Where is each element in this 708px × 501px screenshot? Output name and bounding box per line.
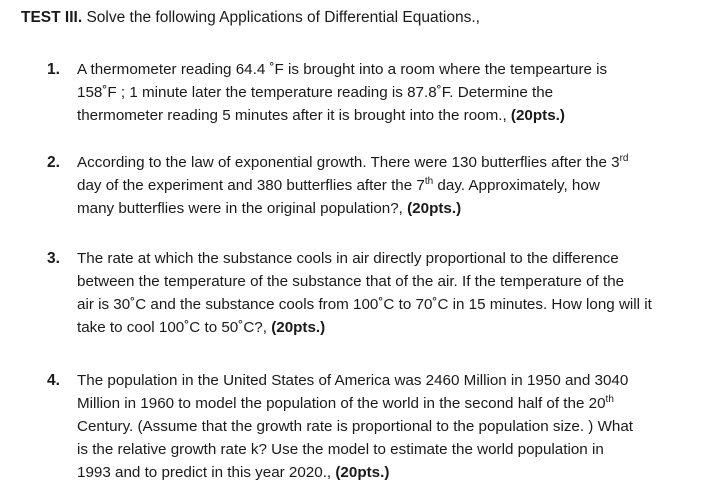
problem-line-text: According to the law of exponential growth. There were 130 butterflies after the 3	[77, 154, 620, 171]
problem-line: air is 30˚C and the substance cools from 100˚C to 70˚C in 15 minutes. How long will it	[77, 296, 652, 313]
test-heading	[21, 8, 480, 28]
problem-line	[77, 197, 707, 220]
points-label: (20pts.)	[407, 200, 462, 217]
problem-line	[77, 151, 707, 174]
problem-line: Century. (Assume that the growth rate is proportional to the population size. ) What	[77, 418, 634, 435]
points-label: (20pts.)	[335, 464, 390, 481]
problem-number: 4.	[47, 372, 60, 389]
problem-text	[77, 58, 707, 127]
problem-text	[77, 369, 707, 484]
problem-line: A thermometer reading 64.4 ˚F is brought into a room where the tempearture is	[77, 61, 608, 78]
problem-line-text: thermometer reading 5 minutes after it is brought into the room.,	[77, 107, 507, 124]
problem-text	[77, 151, 707, 220]
problem-line: between the temperature of the substance that of the air. If the temperature of the	[77, 273, 625, 290]
points-label: (20pts.)	[510, 107, 565, 124]
problem-line-text: Million in 1960 to model the population of the world in the second half of the 20	[77, 395, 606, 412]
problem-line	[77, 392, 707, 415]
problem-line-text: day. Approximately, how	[433, 177, 600, 194]
problem-line-text: day of the experiment and 380 butterflies after the 7	[77, 177, 425, 194]
problem-line: 158˚F ; 1 minute later the temperature reading is 87.8˚F. Determine the	[77, 84, 554, 101]
points-label: (20pts.)	[271, 319, 326, 336]
ordinal-suffix: rd	[619, 152, 629, 164]
problem-line: The population in the United States of America was 2460 Million in 1950 and 3040	[77, 372, 629, 389]
problem-text	[77, 247, 707, 339]
problem-line	[77, 174, 707, 197]
problem-line: The rate at which the substance cools in air directly proportional to the difference	[77, 250, 619, 267]
problem-line	[77, 316, 707, 339]
problem-number: 1.	[47, 61, 60, 78]
test-instruction: Solve the following Applications of Differential Equations.,	[86, 9, 480, 26]
problem-line: is the relative growth rate k? Use the model to estimate the world population in	[77, 441, 604, 458]
problem-line-text: 1993 and to predict in this year 2020.,	[77, 464, 332, 481]
problem-line-text: many butterflies were in the original population?,	[77, 200, 403, 217]
test-label: TEST III.	[21, 9, 83, 26]
problem-number: 2.	[47, 154, 60, 171]
problem-number: 3.	[47, 250, 60, 267]
ordinal-suffix: th	[424, 175, 434, 187]
problem-line	[77, 104, 707, 127]
problem-line	[77, 461, 707, 484]
ordinal-suffix: th	[605, 393, 614, 405]
problem-line-text: take to cool 100˚C to 50˚C?,	[77, 319, 267, 336]
